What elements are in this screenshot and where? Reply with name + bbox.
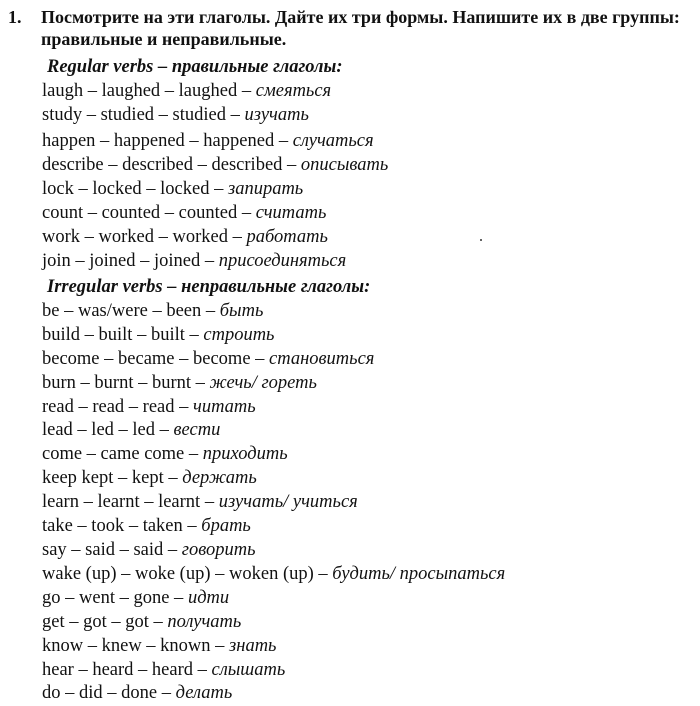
irregular-verbs-heading: Irregular verbs – неправильные глаголы:	[47, 277, 371, 297]
verb-row	[42, 539, 692, 563]
verb-forms: get – got – got –	[42, 611, 168, 632]
verb-forms: count – counted – counted –	[42, 202, 256, 223]
verb-translation: идти	[187, 587, 230, 608]
verb-translation: слышать	[211, 659, 286, 680]
verb-forms: join – joined – joined –	[42, 250, 219, 271]
verb-translation: брать	[201, 516, 251, 537]
verb-translation: смеяться	[255, 80, 332, 101]
task-text: Посмотрите на эти глаголы. Дайте их три формы. Напишите их в две группы: правильные и неправильные.	[41, 7, 680, 49]
verb-translation: считать	[255, 202, 327, 223]
verb-translation: делать	[175, 683, 233, 704]
verb-forms: hear – heard – heard –	[42, 659, 212, 680]
task-number: 1.	[8, 7, 22, 27]
verb-row	[42, 154, 692, 178]
verb-translation: будить/ просыпаться	[332, 563, 506, 584]
verb-forms: describe – described – described –	[42, 154, 301, 175]
verb-translation: вести	[173, 420, 221, 441]
verb-row	[42, 635, 692, 659]
verb-row	[42, 324, 692, 348]
verb-translation: быть	[219, 300, 264, 321]
verb-forms: read – read – read –	[42, 396, 193, 417]
verb-row	[42, 396, 692, 420]
verb-forms: know – knew – known –	[42, 635, 230, 656]
verb-row	[42, 467, 692, 491]
verb-row	[42, 250, 692, 274]
regular-verbs-examples	[42, 56, 692, 128]
verb-forms: laugh – laughed – laughed –	[42, 80, 256, 101]
verb-translation: описывать	[300, 154, 389, 175]
verb-translation: присоединяться	[218, 250, 347, 271]
verb-translation: изучать/ учиться	[218, 492, 358, 513]
irregular-verbs-list	[42, 276, 692, 706]
verb-forms: go – went – gone –	[42, 587, 188, 608]
verb-translation: читать	[193, 396, 256, 417]
verb-row	[42, 104, 692, 128]
verb-forms: lock – locked – locked –	[42, 178, 228, 199]
verb-row	[42, 348, 692, 372]
verb-forms: be – was/were – been –	[42, 300, 220, 321]
verb-row	[42, 491, 692, 515]
verb-forms: happen – happened – happened –	[42, 131, 293, 151]
regular-verbs-list	[42, 130, 692, 273]
verb-translation: изучать	[244, 104, 309, 125]
verb-forms: work – worked – worked –	[42, 226, 247, 247]
verb-forms: say – said – said –	[42, 539, 182, 560]
verb-forms: learn – learnt – learnt –	[42, 492, 219, 513]
verb-forms: become – became – become –	[42, 348, 270, 369]
verb-row	[42, 226, 692, 250]
verb-row	[42, 443, 692, 467]
verb-forms: come – came come –	[42, 444, 203, 465]
verb-translation: держать	[182, 468, 257, 489]
verb-row	[42, 372, 692, 396]
verb-translation: жечь/ гореть	[209, 372, 317, 393]
verb-translation: получать	[167, 611, 242, 632]
verb-translation: знать	[229, 635, 277, 656]
verb-row	[42, 419, 692, 443]
regular-verbs-heading: Regular verbs – правильные глаголы:	[47, 57, 343, 77]
verb-row	[42, 178, 692, 202]
verb-row	[42, 659, 692, 683]
print-speck	[480, 239, 482, 241]
verb-forms: burn – burnt – burnt –	[42, 372, 210, 393]
verb-translation: строить	[203, 324, 275, 345]
verb-forms: wake (up) – woke (up) – woken (up) –	[42, 563, 333, 584]
verb-translation: становиться	[269, 348, 375, 369]
verb-row	[42, 563, 692, 587]
verb-row	[42, 300, 692, 324]
verb-translation: случаться	[292, 131, 374, 151]
verb-forms: lead – led – led –	[42, 420, 174, 441]
verb-row	[42, 611, 692, 635]
verb-translation: работать	[246, 226, 328, 247]
verb-forms: keep kept – kept –	[42, 468, 183, 489]
verb-forms: study – studied – studied –	[42, 104, 245, 125]
verb-forms: build – built – built –	[42, 324, 204, 345]
verb-row	[42, 80, 692, 104]
verb-translation: приходить	[202, 444, 288, 465]
verb-translation: говорить	[181, 539, 256, 560]
verb-row	[42, 130, 692, 154]
verb-row	[42, 202, 692, 226]
verb-row	[42, 515, 692, 539]
verb-forms: take – took – taken –	[42, 516, 202, 537]
verb-row	[42, 587, 692, 611]
verb-row	[42, 682, 692, 706]
verb-translation: запирать	[227, 178, 304, 199]
verb-forms: do – did – done –	[42, 683, 176, 704]
